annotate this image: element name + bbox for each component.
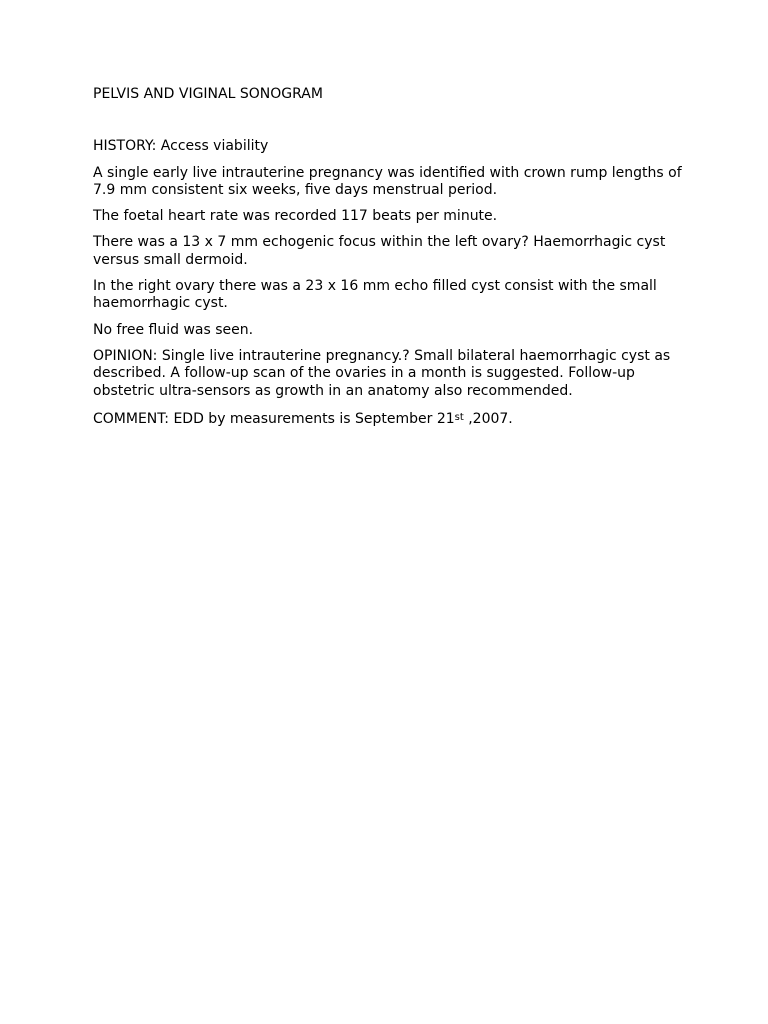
finding-heart-rate: The foetal heart rate was recorded 117 beats per minute. <box>93 208 498 225</box>
opinion-paragraph: OPINION: Single live intrauterine pregnancy.? Small bilateral haemorrhagic cyst as described. A follow-up scan of the ovaries in a month is suggested. Follow-up obstetric ultra-sensors as growth in an anatomy also recommended. <box>93 347 671 399</box>
document-body <box>93 86 683 437</box>
comment-prefix: COMMENT: EDD by measurements is September 21 <box>93 410 455 427</box>
finding-free-fluid: No free fluid was seen. <box>93 321 254 338</box>
finding-pregnancy: A single early live intrauterine pregnancy was identified with crown rump lengths of 7.9 mm consistent six weeks, five days menstrual period. <box>93 164 682 199</box>
finding-left-ovary: There was a 13 x 7 mm echogenic focus within the left ovary? Haemorrhagic cyst versus small dermoid. <box>93 234 666 268</box>
finding-right-ovary: In the right ovary there was a 23 x 16 mm echo filled cyst consist with the small haemorrhagic cyst. <box>93 278 657 312</box>
comment-suffix: ,2007. <box>463 410 513 427</box>
history-line: HISTORY: Access viability <box>93 138 269 155</box>
document-title: PELVIS AND VIGINAL SONOGRAM <box>93 86 323 102</box>
comment-superscript: st <box>454 411 464 423</box>
comment-paragraph <box>93 409 683 428</box>
